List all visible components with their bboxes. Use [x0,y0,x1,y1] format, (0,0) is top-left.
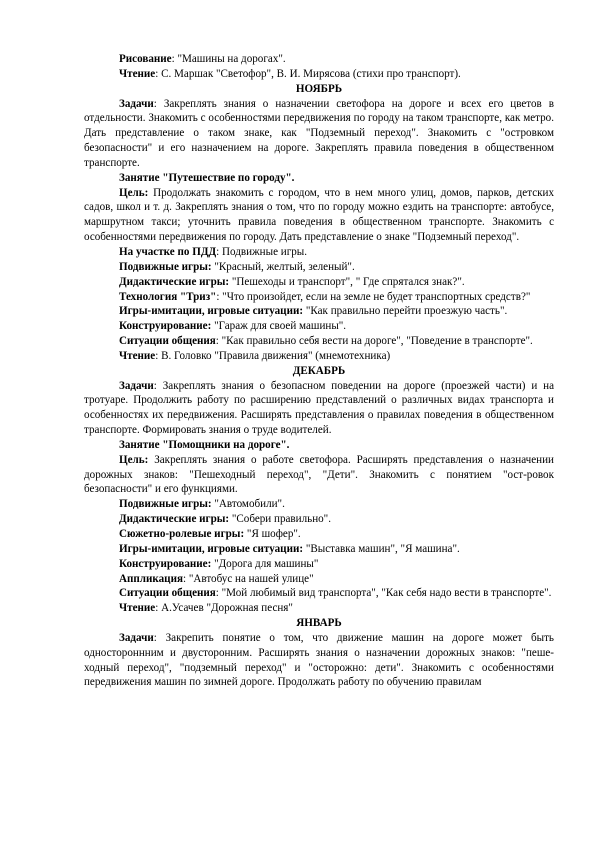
lead-label: Цель: [119,186,149,199]
paragraph-outdoor-games [84,497,554,512]
lead-label: Занятие "Путешествие по городу". [119,171,295,184]
paragraph-text: : "Как правильно себя вести на дороге", "Поведение в транспорте". [215,335,533,348]
lead-label: Дидактические игры: [119,275,230,288]
paragraph-text: "Выставка машин", "Я машина". [303,542,460,555]
paragraph-lesson-title [84,171,554,186]
paragraph-communication [84,334,554,349]
paragraph-goal [84,453,554,498]
paragraph-reading [84,349,554,364]
paragraph-text: : "Что произойдет, если на земле не будет транспортных средств?" [216,290,531,303]
paragraph-text: : А.Усачев "Дорожная песня" [155,602,293,615]
lead-label: Конструирование: [119,320,212,333]
lead-label: Задачи [119,631,154,644]
paragraph-text: : С. Маршак "Светофор", В. И. Мирясова (стихи про транспорт). [155,67,461,80]
heading-text: НОЯБРЬ [295,82,343,95]
paragraph-text: "Собери правильно". [229,513,331,526]
lead-label: Игры-имитации, игровые ситуации: [119,305,304,318]
paragraph-outdoor-games [84,260,554,275]
lead-label: Чтение [119,602,156,615]
paragraph-text: : В. Головко "Правила движения" (мнемотехника) [155,349,391,362]
paragraph-tasks [84,97,554,171]
lead-label: Ситуации общения [119,335,216,348]
paragraph-reading [84,601,554,616]
paragraph-drawing [84,52,554,67]
section-heading-january [84,616,554,631]
paragraph-text: Продолжать знакомить с городом, что в нем много улиц, домов, парков, детских садов, школ и т. д. Закреплять знания о том, что по городу можно ездить на транспорте: автобусе, маршрутном такси; уточнить правила поведения в общественном транспорте. Знакомить с особенностями передвижения по городу. Дать представление о знаке "Подземный переход". [84,186,554,244]
lead-label: Сюжетно-ролевые игры: [119,528,245,540]
lead-label: Технология "Триз" [119,290,217,303]
paragraph-construction [84,557,554,572]
lead-label: Подвижные игры: [119,498,212,511]
paragraph-applique [84,572,554,587]
paragraph-goal [84,186,554,245]
section-heading-december [84,364,554,379]
paragraph-text: "Пешеходы и транспорт", " Где спрятался знак?". [229,275,465,288]
paragraph-imitation-games [84,542,554,557]
paragraph-tasks [84,379,554,438]
paragraph-text: "Как правильно перейти проезжую часть". [303,305,508,318]
lead-label: Чтение [119,67,156,80]
paragraph-text: : "Мой любимый вид транспорта", "Как себя надо вести в транспорте". [215,587,552,600]
lead-label: Игры-имитации, игровые ситуации: [119,542,304,555]
lead-label: Задачи [119,97,154,110]
lead-label: Ситуации общения [119,587,216,600]
lead-label: Рисование [119,53,172,65]
lead-label: Цель: [119,453,149,466]
paragraph-site [84,245,554,260]
lead-label: Конструирование: [119,557,212,570]
paragraph-text: "Гараж для своей машины". [211,320,347,333]
paragraph-text: : Закрепить понятие о том, что движение машин на дороге может быть одностороннним и двусторонним. Расширять знания о назначении дорожных знаков: "пеше-ходный переход", "подземный переход" и "осторожно: дети". Знакомить с особенностями передвижения машин по зимней дороге. Продолжать работу по обучению правилам [84,631,554,689]
paragraph-tasks [84,631,554,690]
paragraph-text: "Я шофер". [244,528,301,540]
paragraph-role-games [84,527,554,542]
paragraph-imitation-games [84,304,554,319]
paragraph-triz [84,290,554,305]
text-column [84,52,554,690]
paragraph-didactic-games [84,512,554,527]
lead-label: Подвижные игры: [119,260,212,273]
paragraph-reading [84,67,554,82]
paragraph-text: "Автомобили". [211,498,285,511]
paragraph-communication [84,586,554,601]
paragraph-construction [84,319,554,334]
heading-text: ЯНВАРЬ [296,617,342,630]
paragraph-text: Закреплять знания о работе светофора. Расширять представления о назначении дорожных знаков: "Пешеходный переход", "Дети". Знакомить с понятием "ост-ровок безопасности" и его функциями. [84,453,554,496]
paragraph-text: : Закреплять знания о безопасном поведении на дороге (проезжей части) и на тротуаре. Продолжить работу по расширению представлений о различных видах транспорта и особенностях их передвижения. Расширять представления о правилах поведения в общественном транспорте. Формировать знания о труде водителей. [84,379,554,437]
lead-label: Занятие "Помощники на дороге". [119,438,290,451]
heading-text: ДЕКАБРЬ [292,364,346,377]
section-heading-november [84,82,554,97]
paragraph-text: "Красный, желтый, зеленый". [211,260,355,273]
paragraph-text: : "Машины на дорогах". [171,53,286,65]
lead-label: Дидактические игры: [119,513,230,526]
paragraph-text: : "Автобус на нашей улице" [182,572,314,585]
lead-label: Чтение [119,349,156,362]
paragraph-lesson-title [84,438,554,453]
lead-label: На участке по ПДД [119,245,217,258]
paragraph-didactic-games [84,275,554,290]
paragraph-text: "Дорога для машины" [211,557,319,570]
lead-label: Задачи [119,379,154,392]
paragraph-text: : Подвижные игры. [216,245,308,258]
paragraph-text: : Закреплять знания о назначении светофора на дороге и всех его цветов в отдельности. Знакомить с особенностями передвижения по городу на таком транспорте, как метро. Дать представление о таком знаке, как "Подземный переход". Знакомить с "островком безопасности" и его назначением на дороге. Закреплять правила поведения в общественном транспорте. [84,97,554,169]
lead-label: Аппликация [119,572,183,585]
